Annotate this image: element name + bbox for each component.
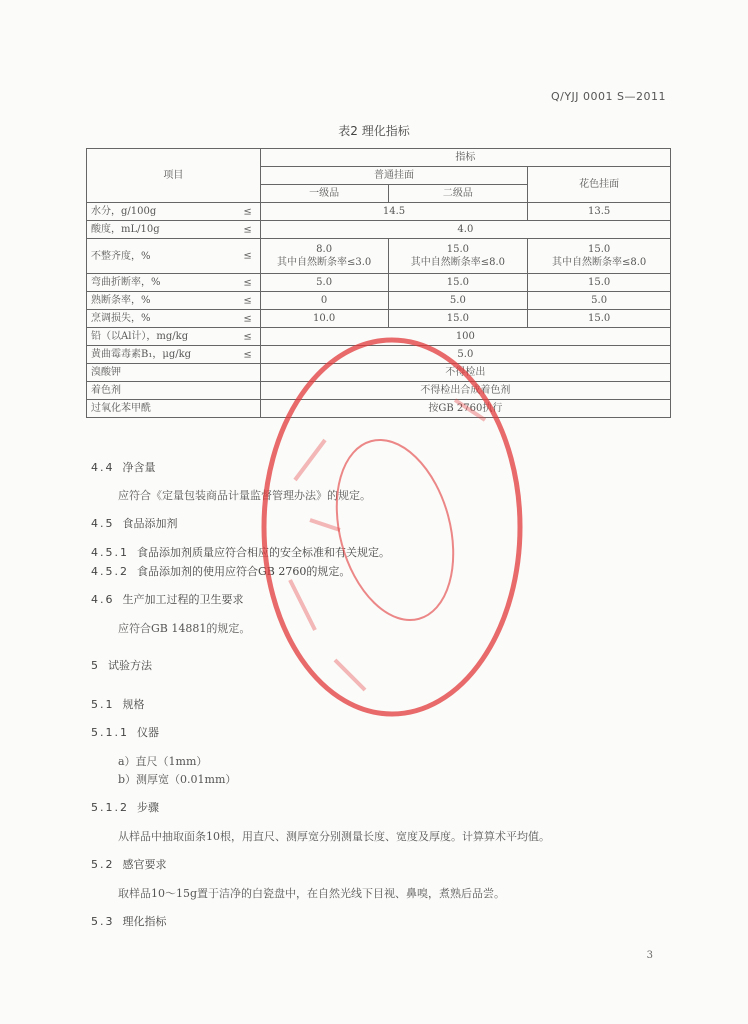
table-row <box>87 346 671 364</box>
table-row <box>87 203 671 221</box>
cell-value: 10.0 <box>260 310 388 328</box>
comparator: ≤ <box>243 224 252 235</box>
table-row <box>87 400 671 418</box>
row-item-label: 铅（以Al计），mg/kg <box>91 331 189 342</box>
numbered-clause <box>91 563 350 579</box>
section-number: 5.2 <box>91 858 115 871</box>
paragraph: 应符合《定量包装商品计量监督管理办法》的规定。 <box>118 489 371 502</box>
table-caption: 表2 理化指标 <box>338 124 410 138</box>
cell-value: 13.5 <box>528 203 671 221</box>
section-heading <box>91 724 159 740</box>
header-grade1: 一级品 <box>260 185 388 203</box>
clause-number: 4.5.1 <box>91 546 129 559</box>
paragraph: 取样品10～15g置于洁净的白瓷盘中，在自然光线下目视、鼻嗅，煮熟后品尝。 <box>118 887 506 900</box>
table-row <box>87 239 671 274</box>
row-item-label: 烹调损失，% <box>91 313 151 324</box>
section-title: 试验方法 <box>108 659 152 672</box>
row-item: 溴酸钾 <box>87 364 261 382</box>
row-item-label: 黄曲霉毒素B₁，μg/kg <box>91 349 192 360</box>
row-item <box>87 292 261 310</box>
table-row <box>87 292 671 310</box>
header-grade2: 二级品 <box>388 185 528 203</box>
section-title: 食品添加剂 <box>122 517 178 530</box>
section-title: 步骤 <box>137 801 159 814</box>
section-heading <box>91 459 156 475</box>
cell-value: 不得检出合成着色剂 <box>260 382 670 400</box>
section-number: 4.6 <box>91 593 115 606</box>
table-row <box>87 274 671 292</box>
list-item: a）直尺（1mm） <box>118 755 208 768</box>
section-title: 净含量 <box>122 461 156 474</box>
row-item <box>87 274 261 292</box>
list-item: b）测厚宽（0.01mm） <box>118 773 237 786</box>
row-item <box>87 328 261 346</box>
section-number: 4.5 <box>91 517 115 530</box>
section-number: 4.4 <box>91 461 115 474</box>
numbered-clause <box>91 544 390 560</box>
section-title: 仪器 <box>137 726 159 739</box>
cell-value: 按GB 2760执行 <box>260 400 670 418</box>
row-item <box>87 310 261 328</box>
cell-line: 15.0 <box>587 244 611 255</box>
cell-value: 15.0 <box>388 274 528 292</box>
row-item-label: 熟断条率，% <box>91 295 151 306</box>
section-title: 理化指标 <box>122 915 167 928</box>
section-title: 规格 <box>122 698 145 711</box>
cell-value: 14.5 <box>260 203 528 221</box>
comparator: ≤ <box>243 331 252 342</box>
clause-text: 食品添加剂的使用应符合GB 2760的规定。 <box>137 565 351 578</box>
comparator: ≤ <box>243 349 252 360</box>
cell-value: 5.0 <box>528 292 671 310</box>
comparator: ≤ <box>243 206 252 217</box>
table-row <box>87 382 671 400</box>
cell-value: 15.0 <box>528 274 671 292</box>
row-item: 着色剂 <box>87 382 261 400</box>
row-item-label: 酸度，mL/10g <box>91 224 160 235</box>
section-heading <box>91 696 145 712</box>
row-item <box>87 239 261 274</box>
paragraph: 应符合GB 14881的规定。 <box>118 622 251 635</box>
row-item-label: 弯曲折断率，% <box>91 277 161 288</box>
document-code: Q/YJJ 0001 S—2011 <box>550 90 666 103</box>
cell-line: 15.0 <box>446 244 469 255</box>
section-title: 感官要求 <box>122 858 167 871</box>
clause-number: 4.5.2 <box>91 565 129 578</box>
row-item-label: 水分，g/100g <box>91 206 157 217</box>
section-title: 生产加工过程的卫生要求 <box>122 593 244 606</box>
section-heading <box>91 515 178 531</box>
section-heading <box>91 856 167 872</box>
cell-value: 15.0 <box>528 310 671 328</box>
cell-value <box>528 239 671 274</box>
cell-line: 其中自然断条率≤8.0 <box>410 257 506 268</box>
cell-value <box>260 239 388 274</box>
page-number: 3 <box>646 950 653 961</box>
section-number: 5.1.2 <box>91 801 129 814</box>
header-indicator: 指标 <box>260 149 670 167</box>
row-item <box>87 221 261 239</box>
section-heading <box>91 657 152 673</box>
section-number: 5.1 <box>91 698 115 711</box>
cell-value: 100 <box>260 328 670 346</box>
comparator: ≤ <box>243 295 252 306</box>
section-number: 5 <box>91 659 100 672</box>
comparator: ≤ <box>243 277 252 288</box>
cell-line: 其中自然断条率≤3.0 <box>276 257 372 268</box>
section-heading <box>91 591 244 607</box>
header-fancy: 花色挂面 <box>528 167 671 203</box>
cell-line: 其中自然断条率≤8.0 <box>551 257 647 268</box>
comparator: ≤ <box>243 250 252 262</box>
cell-value: 不得检出 <box>260 364 670 382</box>
section-heading <box>91 799 159 815</box>
cell-value: 5.0 <box>260 274 388 292</box>
cell-value: 5.0 <box>388 292 528 310</box>
seal-inner-ring <box>318 427 472 633</box>
header-plain: 普通挂面 <box>260 167 528 185</box>
section-heading <box>91 913 167 929</box>
cell-value: 5.0 <box>260 346 670 364</box>
clause-text: 食品添加剂质量应符合相应的安全标准和有关规定。 <box>137 546 390 559</box>
row-item-label: 不整齐度，% <box>91 250 151 262</box>
cell-value: 4.0 <box>260 221 670 239</box>
row-item <box>87 203 261 221</box>
cell-value <box>388 239 528 274</box>
cell-value: 15.0 <box>388 310 528 328</box>
row-item: 过氧化苯甲酰 <box>87 400 261 418</box>
table-row <box>87 310 671 328</box>
cell-value: 0 <box>260 292 388 310</box>
cell-line: 8.0 <box>316 244 333 255</box>
table-header-row <box>87 149 671 167</box>
header-item: 项目 <box>87 149 261 203</box>
table-row <box>87 328 671 346</box>
section-number: 5.3 <box>91 915 115 928</box>
spec-table <box>86 148 671 418</box>
table-row <box>87 364 671 382</box>
row-item <box>87 346 261 364</box>
comparator: ≤ <box>243 313 252 324</box>
table-row <box>87 221 671 239</box>
section-number: 5.1.1 <box>91 726 129 739</box>
paragraph: 从样品中抽取面条10根，用直尺、测厚宽分别测量长度、宽度及厚度。计算算术平均值。 <box>118 830 550 843</box>
